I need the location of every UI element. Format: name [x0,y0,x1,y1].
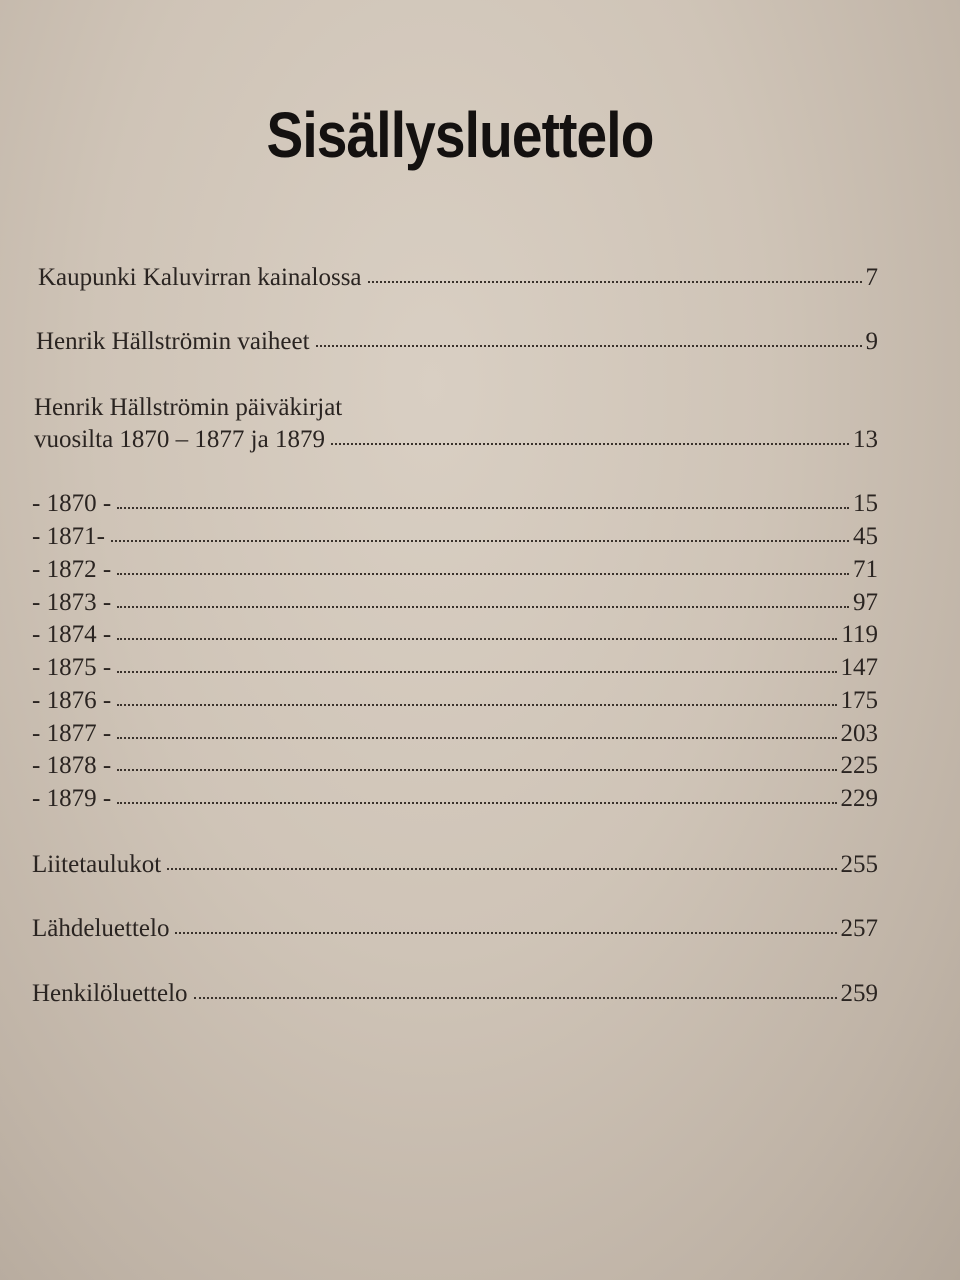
toc-entry-year [32,719,878,749]
dot-leader [331,443,849,445]
toc-entry-year [32,522,878,552]
dot-leader [194,997,837,999]
dot-leader [117,606,849,608]
toc-entry-page: 15 [853,490,878,517]
toc-entry-year [32,489,878,519]
toc-entry-page: 257 [840,915,878,942]
toc-entry-page: 71 [853,556,878,583]
toc-entry [32,979,878,1009]
dot-leader [117,802,836,804]
toc-entry-page: 225 [840,752,878,779]
toc-entry [32,914,878,944]
dot-leader [117,737,836,739]
toc-entry-label-line1: Henrik Hällströmin päiväkirjat [34,394,343,421]
toc-entry-page: 97 [853,589,878,616]
toc-entry-label: - 1873 - [32,589,112,616]
dot-leader [117,638,837,640]
toc-entry-page: 9 [865,328,878,355]
toc-entry-page: 13 [853,426,878,453]
toc-entry [34,425,878,455]
dot-leader [117,671,836,673]
toc-entry [38,263,878,293]
toc-entry-label: Lähdeluettelo [32,915,170,942]
dot-leader [111,540,849,542]
dot-leader [117,704,836,706]
toc-entry-year [32,555,878,585]
toc-entry-year [32,686,878,716]
toc-entry-label: Henkilöluettelo [32,980,188,1007]
dot-leader [175,932,836,934]
toc-entry [32,850,878,880]
page-title: Sisällysluettelo [266,99,654,171]
toc-entry-label: - 1878 - [32,752,112,779]
toc-entry-label: Liitetaulukot [32,851,162,878]
toc-entry-year [32,751,878,781]
toc-entry-label: Kaupunki Kaluvirran kainalossa [38,264,362,291]
toc-entry-page: 175 [840,687,878,714]
toc-entry-year [32,784,878,814]
dot-leader [368,281,862,283]
toc-entry-year [32,653,878,683]
toc-entry-page: 259 [840,980,878,1007]
dot-leader [167,868,836,870]
toc-entry-label: - 1871- [32,523,105,550]
toc-entry-label: - 1879 - [32,785,112,812]
dot-leader [117,507,849,509]
toc-entry-year [32,620,878,650]
toc-entry-year [32,588,878,618]
toc-entry-label: - 1872 - [32,556,112,583]
dot-leader [316,345,862,347]
toc-entry-page: 147 [840,654,878,681]
toc-entry-page: 119 [841,621,878,648]
toc-entry-page: 7 [865,264,878,291]
toc-entry-page: 203 [840,720,878,747]
toc-entry-page: 45 [853,523,878,550]
toc-entry-label: - 1877 - [32,720,112,747]
toc-entry-label: - 1870 - [32,490,112,517]
toc-entry-label: - 1875 - [32,654,112,681]
toc-entry-label: - 1874 - [32,621,112,648]
dot-leader [117,769,836,771]
toc-entry-label: Henrik Hällströmin vaiheet [36,328,310,355]
toc-entry-label: vuosilta 1870 – 1877 ja 1879 [34,426,325,453]
toc-entry-page: 255 [840,851,878,878]
dot-leader [117,573,849,575]
toc-entry [36,327,878,357]
toc-entry-page: 229 [840,785,878,812]
toc-entry-label: - 1876 - [32,687,112,714]
